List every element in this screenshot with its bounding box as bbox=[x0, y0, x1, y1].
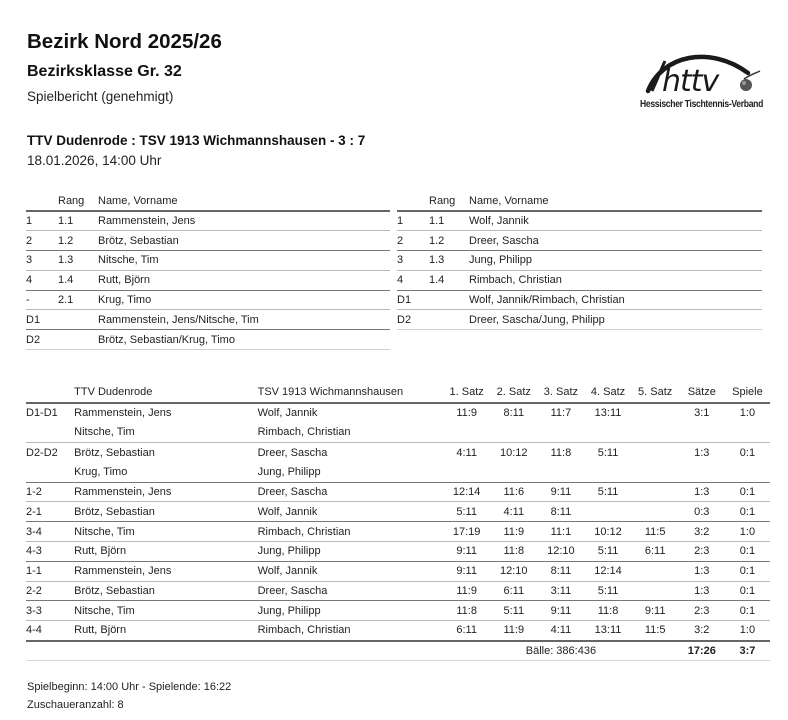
set-score-4: 5:11 bbox=[597, 446, 619, 459]
home-partner: Nitsche, Tim bbox=[74, 426, 135, 439]
lineup-pos: 2 bbox=[397, 234, 404, 247]
match-pairing: 1-1 bbox=[26, 565, 42, 578]
spiele-score: 1:0 bbox=[739, 525, 756, 538]
home-player: Brötz, Sebastian bbox=[74, 446, 155, 459]
set-score-1: 9:11 bbox=[456, 565, 477, 578]
lineup-pos: D1 bbox=[26, 313, 41, 326]
set-score-3: 8:11 bbox=[550, 505, 572, 518]
set-score-5 bbox=[632, 443, 679, 463]
lineup-rang: 1.2 bbox=[58, 234, 74, 247]
set-score-4: 11:8 bbox=[597, 604, 619, 617]
lineup-rang bbox=[58, 310, 98, 330]
lineup-row bbox=[26, 270, 390, 290]
saetze-score: 3:2 bbox=[694, 624, 710, 637]
set-score-4: 12:14 bbox=[594, 565, 622, 578]
saetze-score: 0:3 bbox=[694, 505, 710, 518]
set-score-3: 9:11 bbox=[550, 486, 572, 499]
empty-cells bbox=[443, 462, 770, 482]
saetze-score: 3:2 bbox=[694, 525, 710, 538]
set-score-1: 11:9 bbox=[456, 585, 477, 598]
lineup-pos: 4 bbox=[26, 274, 33, 287]
lineup-name: Nitsche, Tim bbox=[98, 254, 159, 267]
match-row bbox=[26, 403, 770, 423]
match-pairing: 2-2 bbox=[26, 585, 42, 598]
match-row-partner bbox=[26, 423, 770, 443]
match-row bbox=[26, 482, 770, 502]
home-player: Rutt, Björn bbox=[74, 545, 127, 558]
spiele-score: 0:1 bbox=[739, 604, 756, 617]
lineup-away-table bbox=[397, 192, 762, 330]
logo-text: Hessischer Tischtennis-Verband bbox=[640, 98, 764, 110]
set-score-4: 10:12 bbox=[594, 525, 622, 538]
set-score-5 bbox=[632, 561, 679, 581]
away-player: Rimbach, Christian bbox=[257, 624, 351, 637]
set-score-4: 5:11 bbox=[597, 486, 619, 499]
lineup-rang: 1.4 bbox=[58, 274, 74, 287]
total-balls: Bälle: 386:436 bbox=[525, 644, 597, 657]
match-row bbox=[26, 542, 770, 562]
col-away-team: TSV 1913 Wichmannshausen bbox=[257, 386, 404, 398]
set-score-3: 9:11 bbox=[550, 604, 572, 617]
set-score-2: 11:9 bbox=[503, 624, 525, 637]
set-score-2: 11:8 bbox=[503, 545, 525, 558]
col-set-5: 5. Satz bbox=[638, 386, 673, 398]
set-score-1: 11:9 bbox=[456, 407, 477, 420]
match-pairing: 2-1 bbox=[26, 505, 42, 518]
away-partner: Rimbach, Christian bbox=[257, 426, 351, 439]
lineup-name: Brötz, Sebastian/Krug, Timo bbox=[98, 333, 235, 346]
set-score-3: 11:1 bbox=[550, 525, 572, 538]
lineup-name: Brötz, Sebastian bbox=[98, 234, 179, 247]
lineup-pos: 2 bbox=[26, 234, 33, 247]
set-score-2: 5:11 bbox=[503, 604, 525, 617]
match-pairing: D1-D1 bbox=[26, 407, 58, 420]
lineup-row bbox=[26, 330, 390, 350]
set-score-2: 11:9 bbox=[503, 525, 525, 538]
total-row bbox=[26, 641, 770, 661]
lineup-name: Wolf, Jannik bbox=[469, 215, 529, 228]
lineup-rang: 2.1 bbox=[58, 294, 74, 307]
match-row bbox=[26, 522, 770, 542]
away-player: Dreer, Sascha bbox=[257, 446, 328, 459]
lineup-pos: 3 bbox=[26, 254, 33, 267]
lineup-name: Rutt, Björn bbox=[98, 274, 150, 287]
lineup-header-row bbox=[397, 192, 762, 211]
set-score-5: 11:5 bbox=[644, 525, 666, 538]
set-score-1: 12:14 bbox=[452, 486, 481, 499]
away-player: Wolf, Jannik bbox=[257, 505, 318, 518]
saetze-score: 1:3 bbox=[694, 585, 710, 598]
set-score-5: 11:5 bbox=[644, 624, 666, 637]
away-player: Dreer, Sascha bbox=[257, 585, 328, 598]
saetze-score: 2:3 bbox=[694, 545, 710, 558]
lineup-name: Jung, Philipp bbox=[469, 254, 532, 267]
set-score-1: 4:11 bbox=[456, 446, 477, 459]
match-times: Spielbeginn: 14:00 Uhr - Spielende: 16:22 bbox=[27, 681, 232, 693]
set-score-2: 6:11 bbox=[503, 585, 525, 598]
lineup-rang: 1.3 bbox=[58, 254, 74, 267]
lineup-rang: 1.4 bbox=[429, 274, 445, 287]
away-player: Jung, Philipp bbox=[257, 545, 321, 558]
set-score-5 bbox=[632, 403, 679, 423]
results-table bbox=[26, 382, 770, 661]
set-score-5 bbox=[632, 581, 679, 601]
saetze-score: 2:3 bbox=[694, 604, 710, 617]
lineup-header-row bbox=[26, 192, 390, 211]
lineup-row bbox=[397, 211, 762, 231]
set-score-2: 8:11 bbox=[503, 407, 525, 420]
home-player: Brötz, Sebastian bbox=[74, 585, 155, 598]
away-player: Wolf, Jannik bbox=[257, 565, 318, 578]
lineup-pos: - bbox=[26, 294, 30, 307]
set-score-5: 6:11 bbox=[644, 545, 666, 558]
spiele-score: 0:1 bbox=[739, 486, 756, 499]
away-player: Rimbach, Christian bbox=[257, 525, 351, 538]
match-row bbox=[26, 621, 770, 641]
home-player: Nitsche, Tim bbox=[74, 525, 135, 538]
home-player: Rammenstein, Jens bbox=[74, 486, 172, 499]
lineup-row bbox=[26, 251, 390, 271]
col-set-4: 4. Satz bbox=[590, 386, 626, 398]
page-title: Bezirk Nord 2025/26 bbox=[27, 30, 222, 53]
set-score-3: 11:7 bbox=[550, 407, 572, 420]
lineup-row bbox=[397, 310, 762, 330]
set-score-3: 3:11 bbox=[550, 585, 572, 598]
set-score-4 bbox=[584, 502, 631, 522]
spiele-score: 1:0 bbox=[739, 407, 756, 420]
lineup-pos: 1 bbox=[26, 215, 33, 228]
set-score-2: 4:11 bbox=[503, 505, 525, 518]
col-spiele: Spiele bbox=[732, 386, 763, 398]
match-title: TTV Dudenrode : TSV 1913 Wichmannshausen - 3 : 7 bbox=[27, 133, 366, 148]
lineup-pos: 4 bbox=[397, 274, 404, 287]
match-pairing: 4-3 bbox=[26, 545, 42, 558]
away-player: Jung, Philipp bbox=[257, 604, 321, 617]
match-pairing: 3-4 bbox=[26, 525, 42, 538]
set-score-3: 4:11 bbox=[550, 624, 572, 637]
match-pairing: 3-3 bbox=[26, 604, 42, 617]
col-rang: Rang bbox=[58, 195, 85, 207]
col-rang: Rang bbox=[429, 195, 456, 207]
set-score-1: 9:11 bbox=[456, 545, 477, 558]
lineup-name: Wolf, Jannik/Rimbach, Christian bbox=[469, 294, 625, 307]
col-name: Name, Vorname bbox=[469, 195, 549, 207]
lineup-rang: 1.1 bbox=[429, 215, 445, 228]
spiele-score: 0:1 bbox=[739, 446, 756, 459]
home-player: Rutt, Björn bbox=[74, 624, 127, 637]
lineup-row bbox=[397, 251, 762, 271]
set-score-5: 9:11 bbox=[644, 604, 666, 617]
lineup-rang: 1.3 bbox=[429, 254, 445, 267]
home-player: Brötz, Sebastian bbox=[74, 505, 155, 518]
away-player: Dreer, Sascha bbox=[257, 486, 328, 499]
lineup-pos: D1 bbox=[397, 294, 412, 307]
total-spiele: 3:7 bbox=[739, 644, 756, 657]
home-player: Rammenstein, Jens bbox=[74, 565, 172, 578]
match-pairing: 4-4 bbox=[26, 624, 42, 637]
lineup-row bbox=[26, 310, 390, 330]
col-pos bbox=[26, 192, 58, 211]
lineup-rang bbox=[429, 290, 469, 310]
lineup-rang: 1.2 bbox=[429, 234, 445, 247]
home-player: Nitsche, Tim bbox=[74, 604, 135, 617]
set-score-1: 11:8 bbox=[456, 604, 477, 617]
httv-logo-icon bbox=[640, 45, 775, 117]
lineup-pos: D2 bbox=[397, 313, 412, 326]
spiele-score: 0:1 bbox=[739, 585, 756, 598]
match-row bbox=[26, 443, 770, 463]
set-score-1: 17:19 bbox=[452, 525, 481, 538]
lineup-row bbox=[397, 231, 762, 251]
set-score-2: 12:10 bbox=[500, 565, 528, 578]
match-row bbox=[26, 561, 770, 581]
lineup-pos: D2 bbox=[26, 333, 41, 346]
total-saetze: 17:26 bbox=[687, 644, 716, 657]
spiele-score: 0:1 bbox=[739, 545, 756, 558]
match-row bbox=[26, 601, 770, 621]
match-date: 18.01.2026, 14:00 Uhr bbox=[27, 153, 162, 168]
set-score-3: 8:11 bbox=[550, 565, 572, 578]
saetze-score: 1:3 bbox=[694, 565, 710, 578]
set-score-3: 11:8 bbox=[550, 446, 572, 459]
away-partner: Jung, Philipp bbox=[257, 466, 321, 479]
match-row bbox=[26, 502, 770, 522]
match-pairing-empty bbox=[26, 462, 74, 482]
lineup-row bbox=[26, 211, 390, 231]
report-status: Spielbericht (genehmigt) bbox=[27, 89, 174, 104]
saetze-score: 1:3 bbox=[694, 486, 710, 499]
lineup-home-table bbox=[26, 192, 390, 350]
lineup-rang bbox=[429, 310, 469, 330]
set-score-5 bbox=[632, 502, 679, 522]
lineup-row bbox=[26, 231, 390, 251]
away-player: Wolf, Jannik bbox=[257, 407, 318, 420]
set-score-1: 5:11 bbox=[456, 505, 477, 518]
set-score-5 bbox=[632, 482, 679, 502]
set-score-4: 13:11 bbox=[594, 407, 622, 420]
lineup-row bbox=[397, 290, 762, 310]
col-pos bbox=[397, 192, 429, 211]
league-title: Bezirksklasse Gr. 32 bbox=[27, 63, 182, 80]
col-home-team: TTV Dudenrode bbox=[74, 386, 153, 398]
saetze-score: 1:3 bbox=[694, 446, 710, 459]
home-player: Rammenstein, Jens bbox=[74, 407, 172, 420]
match-pairing: 1-2 bbox=[26, 486, 42, 499]
httv-logo-mark bbox=[640, 45, 775, 100]
lineup-name: Krug, Timo bbox=[98, 294, 152, 307]
spiele-score: 0:1 bbox=[739, 565, 756, 578]
col-name: Name, Vorname bbox=[98, 195, 178, 207]
lineup-pos: 1 bbox=[397, 215, 404, 228]
set-score-2: 11:6 bbox=[503, 486, 525, 499]
total-empty bbox=[26, 641, 443, 661]
lineup-rang bbox=[58, 330, 98, 350]
match-pairing: D2-D2 bbox=[26, 446, 58, 459]
lineup-name: Rammenstein, Jens/Nitsche, Tim bbox=[98, 313, 259, 326]
set-score-4: 5:11 bbox=[597, 545, 619, 558]
col-saetze: Sätze bbox=[687, 386, 716, 398]
set-score-4: 5:11 bbox=[597, 585, 619, 598]
svg-text:httv: httv bbox=[662, 64, 719, 99]
spectator-count: Zuschaueranzahl: 8 bbox=[27, 699, 124, 711]
set-score-1: 6:11 bbox=[456, 624, 477, 637]
match-row bbox=[26, 581, 770, 601]
match-pairing-empty bbox=[26, 423, 74, 443]
lineup-name: Dreer, Sascha/Jung, Philipp bbox=[469, 313, 605, 326]
match-row-partner bbox=[26, 462, 770, 482]
spiele-score: 1:0 bbox=[739, 624, 756, 637]
lineup-name: Rimbach, Christian bbox=[469, 274, 562, 287]
set-score-4: 13:11 bbox=[594, 624, 622, 637]
col-pair bbox=[26, 382, 74, 403]
results-header-row bbox=[26, 382, 770, 403]
empty-cells bbox=[443, 423, 770, 443]
spiele-score: 0:1 bbox=[739, 505, 756, 518]
lineup-row bbox=[397, 270, 762, 290]
col-set-1: 1. Satz bbox=[449, 386, 484, 398]
set-score-3: 12:10 bbox=[547, 545, 575, 558]
lineup-name: Dreer, Sascha bbox=[469, 234, 539, 247]
lineup-name: Rammenstein, Jens bbox=[98, 215, 196, 228]
col-set-2: 2. Satz bbox=[496, 386, 531, 398]
lineup-row bbox=[26, 290, 390, 310]
col-set-3: 3. Satz bbox=[543, 386, 579, 398]
saetze-score: 3:1 bbox=[694, 407, 710, 420]
home-partner: Krug, Timo bbox=[74, 466, 128, 479]
lineup-rang: 1.1 bbox=[58, 215, 74, 228]
set-score-2: 10:12 bbox=[500, 446, 528, 459]
lineup-pos: 3 bbox=[397, 254, 404, 267]
